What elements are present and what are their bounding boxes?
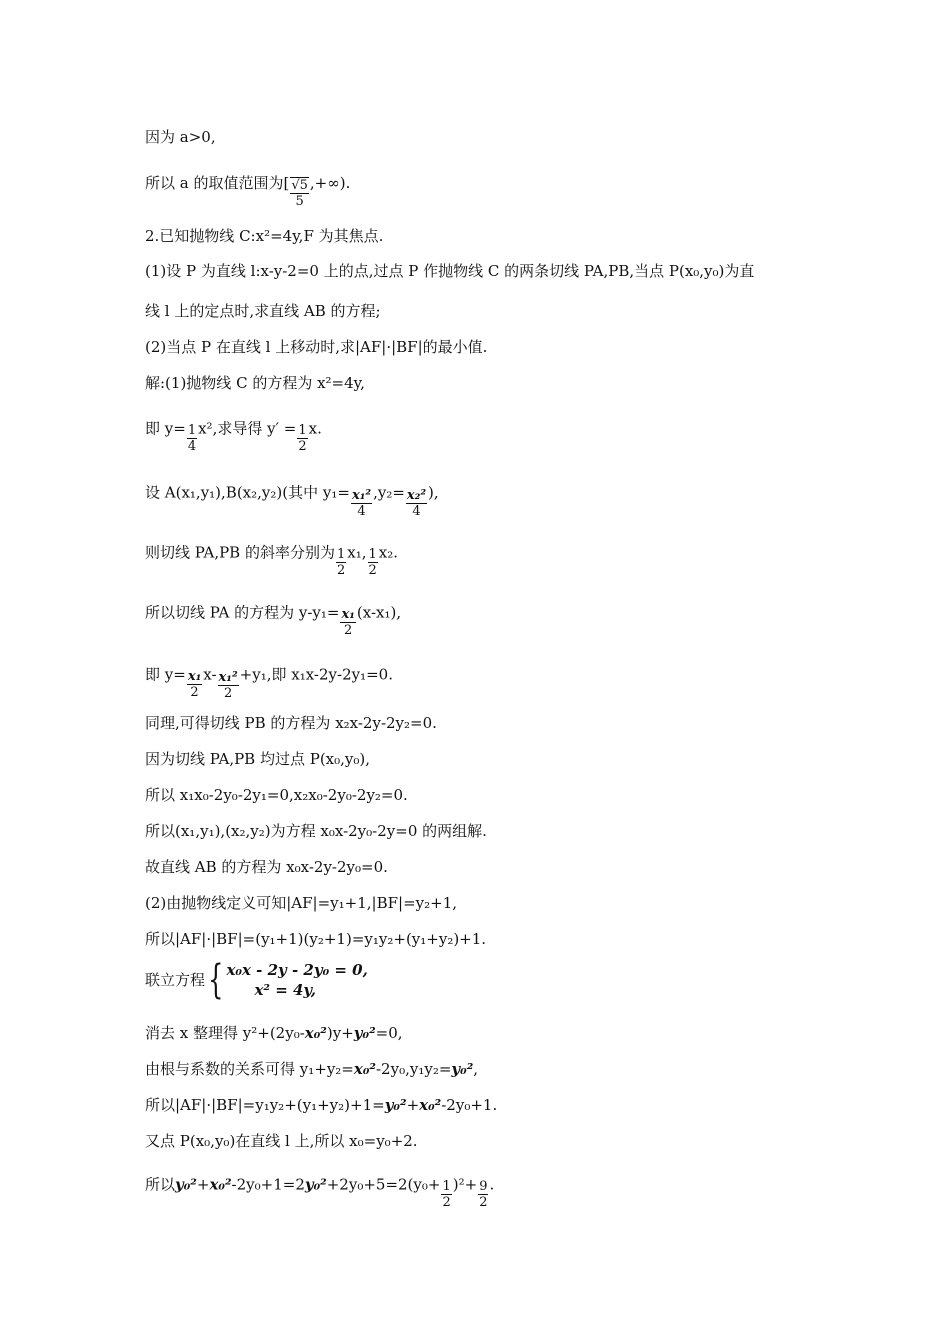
- text: (x-x₁),: [356, 603, 402, 622]
- text: -2y₀+1=2: [231, 1175, 305, 1194]
- text: ,: [473, 1060, 479, 1078]
- text-line: [145, 478, 439, 519]
- text-line: [145, 894, 457, 912]
- text: (2)当点 P 在直线 l 上移动时,求|AF|·|BF|的最小值.: [145, 338, 488, 356]
- text: 所以: [145, 1175, 176, 1194]
- fraction: [187, 669, 202, 700]
- denominator: 2: [368, 563, 377, 578]
- fraction: [340, 607, 355, 638]
- text: 同理,可得切线 PB 的方程为 x₂x-2y-2y₂=0.: [145, 714, 437, 732]
- text: 2.已知抛物线 C:x²=4y,F 为其焦点.: [145, 227, 384, 245]
- math: x₀²: [304, 1024, 327, 1042]
- text: -2y₀+1.: [441, 1096, 498, 1114]
- text: ,+∞).: [309, 174, 351, 192]
- text: +: [196, 1175, 210, 1194]
- numerator: 9: [479, 1179, 488, 1194]
- text-line: [145, 660, 393, 701]
- text: x₂.: [378, 543, 399, 562]
- text: 所以 a 的取值范围为: [145, 174, 284, 192]
- denominator: 2: [190, 685, 199, 700]
- numerator: x₁²: [351, 488, 372, 503]
- text-line: [145, 414, 322, 454]
- denominator: 5: [295, 194, 304, 209]
- text-line: [145, 858, 388, 876]
- text: )y+: [326, 1024, 354, 1042]
- denominator: 2: [223, 686, 233, 701]
- math: y₀²: [353, 1024, 376, 1042]
- fraction: [478, 1179, 488, 1210]
- numerator: 1: [298, 423, 307, 438]
- system: [145, 957, 368, 1003]
- fraction: [406, 488, 427, 519]
- text: 所以|AF|·|BF|=y₁y₂+(y₁+y₂)+1=: [145, 1096, 385, 1114]
- text: 消去 x 整理得 y²+(2y₀-: [145, 1024, 305, 1042]
- numerator: x₁: [341, 607, 355, 622]
- text: 则切线 PA,PB 的斜率分别为: [145, 543, 335, 562]
- fraction: [368, 547, 378, 578]
- math: y₀²: [304, 1175, 327, 1194]
- text-line: [145, 714, 437, 732]
- text: )²+: [452, 1175, 478, 1194]
- numerator: √5: [291, 178, 308, 193]
- fraction: [351, 488, 372, 519]
- equation-row: x² = 4y,: [254, 981, 316, 999]
- text: 即 y=: [145, 665, 186, 684]
- denominator: 2: [442, 1195, 451, 1210]
- numerator: 1: [442, 1179, 451, 1194]
- equation-row: x₀x - 2y - 2y₀ = 0,: [226, 961, 368, 979]
- fraction: [297, 423, 307, 454]
- text: 设 A(x₁,y₁),B(x₂,y₂)(其中 y₁=: [145, 483, 350, 502]
- text: -2y₀,y₁y₂=: [375, 1060, 452, 1078]
- text: 线 l 上的定点时,求直线 AB 的方程;: [145, 302, 381, 320]
- text: 所以|AF|·|BF|=(y₁+1)(y₂+1)=y₁y₂+(y₁+y₂)+1.: [145, 930, 487, 948]
- math: y₀²: [384, 1096, 407, 1114]
- text: ,y₂=: [373, 483, 405, 502]
- text: 因为 a>0,: [145, 128, 216, 146]
- equation-system: [145, 957, 368, 1003]
- text-line: [145, 227, 383, 245]
- text: 又点 P(x₀,y₀)在直线 l 上,所以 x₀=y₀+2.: [145, 1132, 418, 1150]
- text: 所以切线 PA 的方程为 y-y₁=: [145, 603, 340, 622]
- numerator: 1: [336, 547, 346, 562]
- text: ),: [428, 483, 439, 502]
- text: 所以 x₁x₀-2y₀-2y₁=0,x₂x₀-2y₀-2y₂=0.: [145, 786, 408, 804]
- math: y₀²: [175, 1175, 197, 1194]
- brace-icon: {: [208, 957, 224, 1003]
- math: x₀²: [353, 1060, 376, 1078]
- text-line: [145, 822, 487, 840]
- denominator: 4: [412, 504, 421, 519]
- math: x₀²: [419, 1096, 442, 1114]
- numerator: x₂²: [406, 488, 427, 503]
- text: (2)由抛物线定义可知|AF|=y₁+1,|BF|=y₂+1,: [145, 894, 458, 912]
- text: x₁,: [347, 543, 367, 562]
- text: x.: [308, 419, 322, 438]
- denominator: 4: [357, 504, 366, 519]
- numerator: 1: [187, 423, 197, 438]
- text-line: [145, 750, 370, 768]
- text-line: [145, 338, 487, 356]
- numerator: x₁²: [218, 670, 238, 685]
- denominator: 2: [298, 439, 307, 454]
- text: +2y₀+5=2(y₀+: [326, 1175, 441, 1194]
- text: 解:(1)抛物线 C 的方程为 x²=4y,: [145, 374, 365, 392]
- text: (1)设 P 为直线 l:x-y-2=0 上的点,过点 P 作抛物线 C 的两条切线 PA,PB,当点 P(x₀,y₀)为直: [145, 262, 755, 280]
- text: +y₁,即 x₁x-2y-2y₁=0.: [239, 665, 393, 684]
- text: 所以(x₁,y₁),(x₂,y₂)为方程 x₀x-2y₀-2y=0 的两组解.: [145, 822, 487, 840]
- denominator: 2: [336, 563, 346, 578]
- system-rows: [226, 960, 367, 1000]
- text-line: 所以 a 的取值范围为[ $\frac{√5}{5}$ ,+∞).: [145, 174, 351, 209]
- text: 由根与系数的关系可得 y₁+y₂=: [145, 1060, 354, 1078]
- text: 联立方程: [145, 971, 206, 989]
- text-line: [145, 302, 381, 320]
- fraction: [218, 670, 239, 701]
- fraction: [441, 1179, 451, 1210]
- text-line: [145, 1024, 403, 1042]
- text-line: [145, 598, 402, 638]
- text: 即 y=: [145, 419, 186, 438]
- text-line: [145, 262, 754, 280]
- text: 故直线 AB 的方程为 x₀x-2y-2y₀=0.: [145, 858, 388, 876]
- text: x-: [203, 665, 217, 684]
- text-line: [145, 930, 486, 948]
- math: y₀²: [451, 1060, 474, 1078]
- text-line: [145, 1096, 497, 1114]
- denominator: 4: [187, 439, 197, 454]
- text-line: [145, 1132, 418, 1150]
- text-line: [145, 1060, 478, 1078]
- math: x₀²: [209, 1175, 232, 1194]
- text: +: [406, 1096, 420, 1114]
- text: =0,: [375, 1024, 403, 1042]
- text-line: [145, 1170, 495, 1210]
- fraction: [290, 177, 309, 209]
- text-line: [145, 128, 216, 146]
- text-line: [145, 786, 408, 804]
- numerator: x₁: [187, 669, 202, 684]
- fraction: [187, 423, 197, 454]
- fraction: [336, 547, 346, 578]
- text: x²,求导得 y′ =: [198, 419, 297, 438]
- text: 因为切线 PA,PB 均过点 P(x₀,y₀),: [145, 750, 371, 768]
- text-line: [145, 374, 365, 392]
- numerator: 1: [368, 547, 377, 562]
- text-line: [145, 538, 399, 578]
- denominator: 2: [344, 623, 353, 638]
- text: .: [489, 1175, 495, 1194]
- denominator: 2: [479, 1195, 488, 1210]
